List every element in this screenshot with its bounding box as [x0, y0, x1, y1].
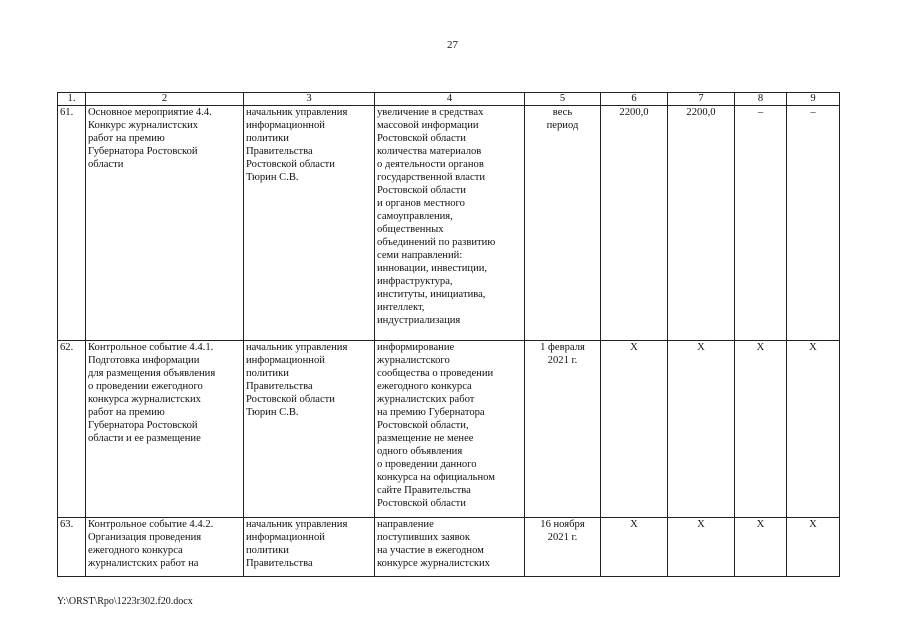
- event-name: Контрольное событие 4.4.2. Организация проведения ежегодного конкурса журналистских работ на: [86, 518, 244, 577]
- cell-col8: –: [735, 106, 787, 341]
- header-cell: 6: [601, 93, 668, 106]
- event-name: Основное мероприятие 4.4. Конкурс журналистских работ на премию Губернатора Ростовской области: [86, 106, 244, 341]
- header-cell: 1.: [58, 93, 86, 106]
- row-number: 63.: [58, 518, 86, 577]
- page-number: 27: [447, 39, 458, 51]
- row-number: 61.: [58, 106, 86, 341]
- header-cell: 4: [375, 93, 525, 106]
- deadline: 16 ноября 2021 г.: [525, 518, 601, 577]
- responsible-person: начальник управления информационной политики Правительства: [244, 518, 375, 577]
- plan-table: [57, 92, 840, 577]
- cell-col7: Х: [668, 518, 735, 577]
- cell-col8: Х: [735, 341, 787, 518]
- header-cell: 7: [668, 93, 735, 106]
- row-number: 62.: [58, 341, 86, 518]
- file-path-footer: Y:\ORST\Rpo\1223r302.f20.docx: [57, 596, 193, 607]
- cell-col9: Х: [787, 341, 840, 518]
- deadline: 1 февраля 2021 г.: [525, 341, 601, 518]
- header-cell: 5: [525, 93, 601, 106]
- table-row: [58, 341, 840, 518]
- deadline: весь период: [525, 106, 601, 341]
- cell-col6: 2200,0: [601, 106, 668, 341]
- cell-col6: Х: [601, 341, 668, 518]
- header-cell: 8: [735, 93, 787, 106]
- cell-col7: 2200,0: [668, 106, 735, 341]
- header-cell: 9: [787, 93, 840, 106]
- expected-result: направление поступивших заявок на участие в ежегодном конкурсе журналистских: [375, 518, 525, 577]
- cell-col8: Х: [735, 518, 787, 577]
- table-row: [58, 106, 840, 341]
- cell-col7: Х: [668, 341, 735, 518]
- expected-result: информирование журналистского сообщества о проведении ежегодного конкурса журналистских работ на премию Губернатора Ростовской области, размещение не менее одного объявления о проведении данного конкурса на официальном сайте Правительства Ростовской области: [375, 341, 525, 518]
- header-cell: 2: [86, 93, 244, 106]
- table-row: [58, 518, 840, 577]
- table-header-row: [58, 93, 840, 106]
- cell-col9: –: [787, 106, 840, 341]
- header-cell: 3: [244, 93, 375, 106]
- cell-col9: Х: [787, 518, 840, 577]
- responsible-person: начальник управления информационной политики Правительства Ростовской области Тюрин С.В.: [244, 341, 375, 518]
- cell-col6: Х: [601, 518, 668, 577]
- expected-result: увеличение в средствах массовой информации Ростовской области количества материалов о деятельности органов государственной власти Ростовской области и органов местного самоуправления, общественных объединений по развитию семи направлений: инновации, инвестиции, инфраструктура, институты, инициатива, интеллект, индустриализация: [375, 106, 525, 341]
- event-name: Контрольное событие 4.4.1. Подготовка информации для размещения объявления о проведении ежегодного конкурса журналистских работ на премию Губернатора Ростовской области и ее размещение: [86, 341, 244, 518]
- responsible-person: начальник управления информационной политики Правительства Ростовской области Тюрин С.В.: [244, 106, 375, 341]
